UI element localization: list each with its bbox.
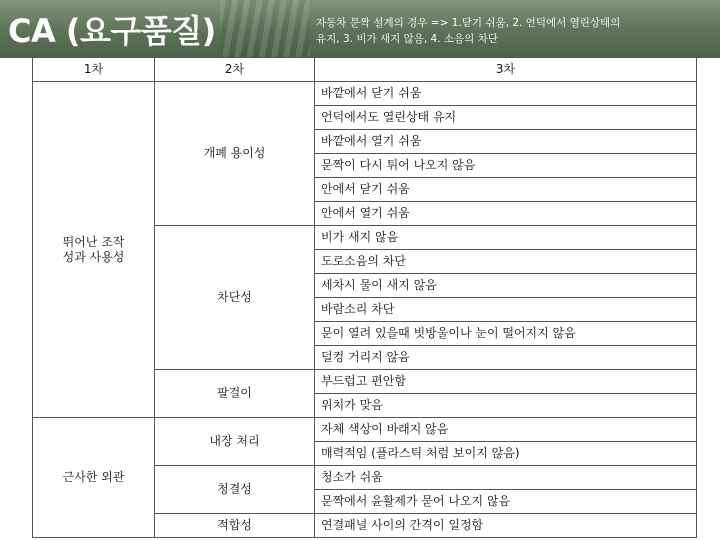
table-cell: 세차시 물이 새지 않음 [315,274,697,298]
title-banner [0,0,720,58]
subgroup-interior: 내장 처리 [155,418,315,466]
subgroup-cleanliness: 청결성 [155,466,315,514]
table-cell: 바람소리 차단 [315,298,697,322]
header-level-2: 2차 [155,58,315,82]
table-cell: 바깥에서 열기 쉬움 [315,130,697,154]
header-note [316,15,716,47]
table-cell: 문짝이 다시 튀어 나오지 않음 [315,154,697,178]
table-cell: 위치가 맞음 [315,394,697,418]
table-cell: 부드럽고 편안함 [315,370,697,394]
table-cell: 도로소음의 차단 [315,250,697,274]
table-cell: 덜컹 거리지 않음 [315,346,697,370]
table-cell: 문이 열려 있을때 빗방울이나 눈이 떨어지지 않음 [315,322,697,346]
table-cell: 청소가 쉬움 [315,466,697,490]
header-note-line-1: 자동차 문짝 설계의 경우 => 1.닫기 쉬움, 2. 언덕에서 열린상태의 [316,17,621,29]
table-cell: 연결패널 사이의 간격이 일정함 [315,514,697,538]
banner-decoration [220,0,310,58]
header-note-line-2: 유지, 3. 비가 새지 않음, 4. 소음의 차단 [316,33,498,45]
table-row [33,418,697,442]
subgroup-open-close: 개폐 용이성 [155,82,315,226]
page-title: CA (요구품질) [8,12,216,50]
header-level-3: 3차 [315,58,697,82]
table-row [33,82,697,106]
table-cell: 안에서 닫기 쉬움 [315,178,697,202]
subgroup-fit: 적합성 [155,514,315,538]
header-level-1: 1차 [33,58,155,82]
group-usability: 뛰어난 조작성과 사용성 [33,82,155,418]
table-cell: 언덕에서도 열린상태 유지 [315,106,697,130]
table-cell: 바깥에서 닫기 쉬움 [315,82,697,106]
table-cell: 매력적임 (플라스틱 처럼 보이지 않음) [315,442,697,466]
table-cell: 비가 새지 않음 [315,226,697,250]
table-cell: 문짝에서 윤활제가 묻어 나오지 않음 [315,490,697,514]
group-appearance: 근사한 외관 [33,418,155,538]
table-cell: 자체 색상이 바래지 않음 [315,418,697,442]
table-header-row [33,58,697,82]
subgroup-armrest: 팔걸이 [155,370,315,418]
table-cell: 안에서 열기 쉬움 [315,202,697,226]
requirements-table [32,57,696,537]
subgroup-sealing: 차단성 [155,226,315,370]
